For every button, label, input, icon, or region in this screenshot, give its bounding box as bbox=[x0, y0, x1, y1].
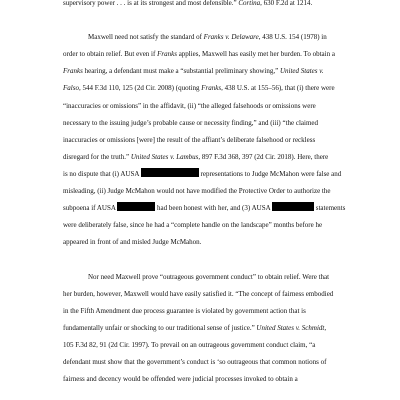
paragraph-start: Nor need Maxwell prove “outrageous government conduct” to obtain relief. Were that bbox=[88, 272, 330, 281]
text-line: defendant must show that the government’s conduct is ‘so outrageous that common notions of bbox=[63, 357, 327, 366]
redaction-box bbox=[117, 202, 155, 211]
text-line: in the Fifth Amendment due process guarantee is violated by government action that is bbox=[63, 306, 306, 315]
text-line: inaccuracies or omissions [were] the result of the affiant’s deliberate falsehood or reckless bbox=[63, 135, 316, 144]
text-line: subpoena if AUSA had been honest with her, and (3) AUSA statements bbox=[63, 204, 346, 213]
text-line: Falso, 544 F.3d 110, 125 (2d Cir. 2008) (quoting Franks, 438 U.S. at 155–56), that (i) there were bbox=[63, 84, 335, 93]
text-line: necessary to the issuing judge’s probable cause or necessity finding,” and (iii) “the claimed bbox=[63, 118, 319, 127]
paragraph-start: Maxwell need not satisfy the standard of Franks v. Delaware, 438 U.S. 154 (1978) in bbox=[88, 33, 327, 42]
redaction-box bbox=[141, 168, 199, 177]
text-line: disregard for the truth.” United States v. Lambus, 897 F.3d 368, 397 (2d Cir. 2018). Here, there bbox=[63, 152, 329, 161]
text-line: her burden, however, Maxwell would have easily satisfied it. “The concept of fairness embodied bbox=[63, 289, 334, 298]
text-line: were deliberately false, since he had a “complete handle on the landscape” months before he bbox=[63, 221, 323, 230]
text-line: is no dispute that (i) AUSA representations to Judge McMahon were false and bbox=[63, 169, 342, 178]
text-line: fairness and decency would be offended were judicial processes invoked to obtain a bbox=[63, 375, 298, 384]
text-line: 105 F.3d 82, 91 (2d Cir. 1997). To prevail on an outrageous government conduct claim, “a bbox=[63, 340, 316, 349]
text-line: order to obtain relief. But even if Franks applies, Maxwell has easily met her burden. To obtain a bbox=[63, 50, 335, 59]
text-line: fundamentally unfair or shocking to our traditional sense of justice.” United States v. Schmidt, bbox=[63, 323, 327, 332]
text-line bbox=[63, 251, 337, 268]
document-body bbox=[63, 0, 346, 388]
text-line bbox=[63, 12, 337, 29]
text-line: supervisory power . . . is at its strongest and most defensible.” Cortina, 630 F.2d at 1214. bbox=[63, 0, 313, 7]
text-line: misleading, (ii) Judge McMahon would not have modified the Protective Order to authorize the bbox=[63, 187, 331, 196]
redaction-box bbox=[272, 202, 314, 211]
text-line: Franks hearing, a defendant must make a “substantial preliminary showing,” United States v. bbox=[63, 67, 324, 76]
text-line: appeared in front of and misled Judge McMahon. bbox=[63, 238, 202, 247]
text-line: “inaccuracies or omissions” in the affidavit, (ii) “the alleged falsehoods or omissions were bbox=[63, 101, 316, 110]
